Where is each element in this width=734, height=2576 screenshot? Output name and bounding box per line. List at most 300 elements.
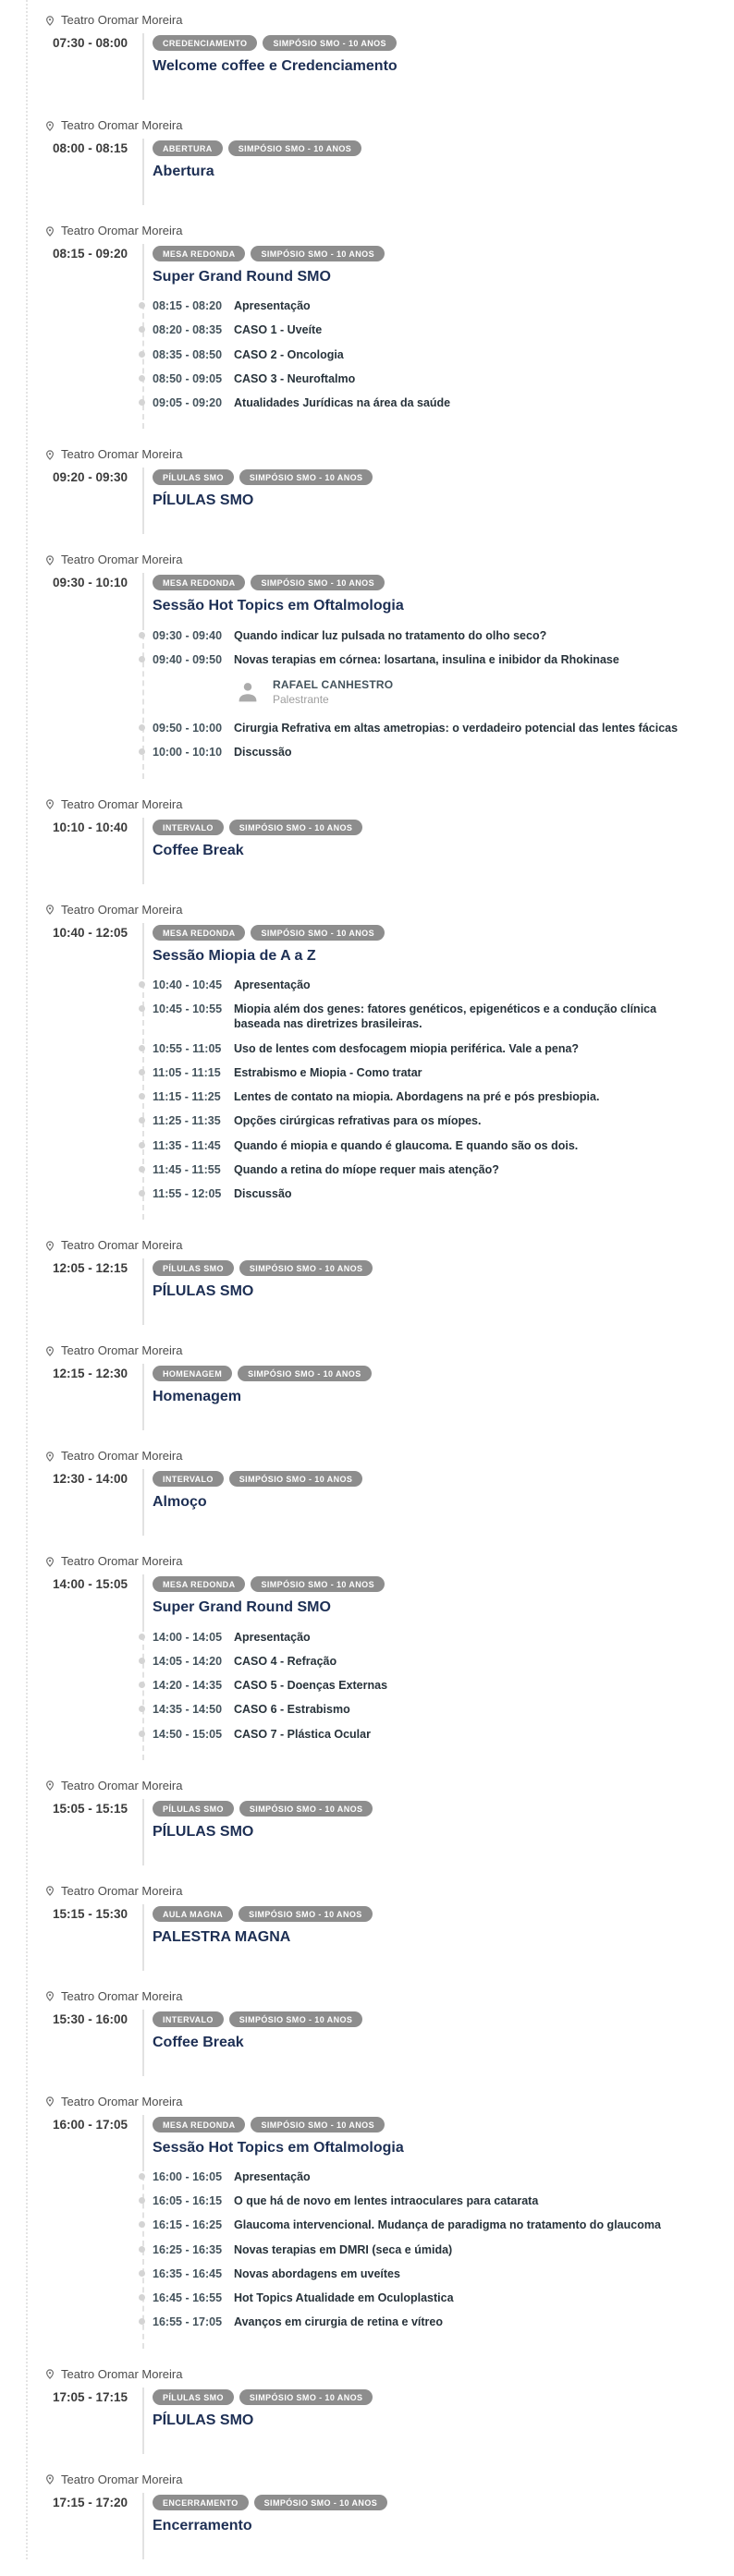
location-pin-icon [44,1989,55,2003]
badge: PÍLULAS SMO [153,2389,234,2405]
session-card[interactable] [44,2365,719,2454]
badge-list [153,246,719,261]
agenda-item-title: Estrabismo e Miopia - Como tratar [234,1065,422,1079]
agenda-item [144,2242,719,2257]
schedule-timeline [0,11,734,2559]
session-card[interactable] [44,1987,719,2076]
agenda-item-title: Avanços em cirurgia de retina e vítreo [234,2315,444,2329]
timeline-dot-icon [139,2318,145,2325]
session-location [44,1342,719,1360]
agenda-item-time: 14:50 - 15:05 [153,1727,223,1741]
timeline-dot-icon [139,2294,145,2301]
agenda-item-title: Opções cirúrgicas refrativas para os míopes. [234,1114,482,1128]
location-pin-icon [44,553,55,567]
badge-list [153,2117,719,2132]
session-location [44,796,719,814]
timeline-dot-icon [139,1117,145,1124]
timeline-dot-icon [139,2246,145,2253]
session-header [142,2115,719,2166]
session-time: 15:05 - 15:15 [53,1801,128,1816]
badge: PÍLULAS SMO [153,1801,234,1817]
badge: ENCERRAMENTO [153,2495,249,2510]
agenda-item-time: 10:00 - 10:10 [153,746,223,759]
badge: SIMPÓSIO SMO - 10 ANOS [229,1471,363,1487]
session-title: Sessão Miopia de A a Z [153,947,316,964]
badge: SIMPÓSIO SMO - 10 ANOS [239,2389,373,2405]
session-location [44,222,719,240]
badge: SIMPÓSIO SMO - 10 ANOS [251,575,385,590]
location-pin-icon [44,903,55,917]
session-time: 10:10 - 10:40 [53,820,128,834]
badge: SIMPÓSIO SMO - 10 ANOS [251,246,385,261]
session-location [44,116,719,135]
session-title: PÍLULAS SMO [153,492,254,509]
location-pin-icon [44,448,55,462]
session-location [44,2093,719,2111]
location-label: Teatro Oromar Moreira [61,2094,183,2108]
location-pin-icon [44,2367,55,2381]
agenda-item [144,2169,719,2184]
agenda-item [144,978,719,992]
session-time: 09:20 - 09:30 [53,470,128,485]
agenda-item-time: 08:20 - 08:35 [153,323,223,337]
location-label: Teatro Oromar Moreira [61,902,183,917]
agenda-item-time: 16:05 - 16:15 [153,2194,223,2208]
session-time: 07:30 - 08:00 [53,36,128,50]
agenda-item-title: Quando a retina do míope requer mais atenção? [234,1162,499,1176]
agenda-item-title: Glaucoma intervencional. Mudança de paradigma no tratamento do glaucoma [234,2218,661,2232]
session-card[interactable] [44,901,719,1221]
session-header [142,244,719,295]
badge: CREDENCIAMENTO [153,35,257,51]
agenda-item [144,1113,719,1128]
agenda-item-time: 09:05 - 09:20 [153,396,223,410]
badge: PÍLULAS SMO [153,1260,234,1276]
badge: SIMPÓSIO SMO - 10 ANOS [251,2117,385,2132]
badge-list [153,140,719,156]
session-time: 14:00 - 15:05 [53,1577,128,1592]
session-header [142,1258,719,1325]
session-title: PALESTRA MAGNA [153,1928,291,1945]
location-pin-icon [44,2095,55,2108]
session-card[interactable] [44,445,719,534]
session-title: Sessão Hot Topics em Oftalmologia [153,2139,404,2156]
session-card[interactable] [44,2471,719,2559]
agenda-item [144,1065,719,1080]
session-time: 12:05 - 12:15 [53,1261,128,1276]
badge-list [153,2011,719,2027]
agenda-item [144,721,719,735]
location-pin-icon [44,797,55,811]
session-header [142,2010,719,2076]
agenda-item-time: 16:25 - 16:35 [153,2242,223,2256]
session-title: Welcome coffee e Credenciamento [153,58,398,74]
timeline-dot-icon [139,1682,145,1688]
badge: INTERVALO [153,1471,224,1487]
agenda-item-time: 09:30 - 09:40 [153,628,223,642]
session-items [142,974,719,1221]
location-pin-icon [44,119,55,133]
location-pin-icon [44,1450,55,1464]
badge: SIMPÓSIO SMO - 10 ANOS [229,820,363,835]
session-time: 12:15 - 12:30 [53,1367,128,1381]
agenda-item-title: Quando indicar luz pulsada no tratamento do olho seco? [234,628,547,642]
agenda-item-title: Apresentação [234,2169,311,2183]
timeline-dot-icon [139,1142,145,1148]
agenda-item-title: O que há de novo em lentes intraoculares para catarata [234,2194,539,2208]
session-time: 15:15 - 15:30 [53,1906,128,1921]
agenda-item-time: 08:15 - 08:20 [153,299,223,313]
agenda-item-title: Discussão [234,746,292,759]
badge: SIMPÓSIO SMO - 10 ANOS [239,469,373,485]
session-time: 08:15 - 09:20 [53,247,128,261]
session-title: Encerramento [153,2517,252,2533]
session-title: Abertura [153,164,214,179]
agenda-item-time: 11:25 - 11:35 [153,1114,221,1128]
session-card[interactable] [44,1882,719,1971]
agenda-item-time: 16:45 - 16:55 [153,2291,223,2305]
timeline-dot-icon [139,1045,145,1051]
location-label: Teatro Oromar Moreira [61,1988,183,2003]
badge: SIMPÓSIO SMO - 10 ANOS [239,1801,373,1817]
session-title: Super Grand Round SMO [153,1599,331,1616]
timeline-dot-icon [139,2221,145,2228]
location-label: Teatro Oromar Moreira [61,553,183,567]
agenda-item-title: CASO 2 - Oncologia [234,347,344,361]
timeline-dot-icon [139,1731,145,1737]
agenda-item-title: Quando é miopia e quando é glaucoma. E quando são os dois. [234,1138,579,1152]
agenda-item-time: 16:35 - 16:45 [153,2266,223,2280]
session-items [142,2166,719,2349]
agenda-item [144,298,719,313]
agenda-item-time: 09:50 - 10:00 [153,722,223,735]
badge: PÍLULAS SMO [153,469,234,485]
session-card[interactable] [44,116,719,205]
badge: ABERTURA [153,140,223,156]
timeline-dot-icon [139,1069,145,1075]
badge-list [153,1260,719,1276]
session-location [44,1777,719,1795]
agenda-item [144,2315,719,2329]
session-title: Sessão Hot Topics em Oftalmologia [153,598,404,614]
agenda-item [144,2193,719,2208]
agenda-item [144,628,719,643]
agenda-item-title: CASO 7 - Plástica Ocular [234,1727,371,1741]
session-card[interactable] [44,1777,719,1865]
agenda-item-time: 16:00 - 16:05 [153,2169,223,2183]
session-location [44,1987,719,2006]
agenda-item-title: CASO 4 - Refração [234,1654,337,1668]
agenda-item-title: CASO 3 - Neuroftalmo [234,371,356,385]
agenda-item-time: 10:40 - 10:45 [153,978,223,991]
badge: SIMPÓSIO SMO - 10 ANOS [239,1260,373,1276]
timeline-dot-icon [139,1706,145,1712]
badge-list [153,469,719,485]
badge: SIMPÓSIO SMO - 10 ANOS [238,1366,372,1381]
session-time: 12:30 - 14:00 [53,1472,128,1487]
timeline-dot-icon [139,656,145,662]
agenda-item-title: Uso de lentes com desfocagem miopia periférica. Vale a pena? [234,1041,580,1055]
location-label: Teatro Oromar Moreira [61,1449,183,1464]
session-title: Coffee Break [153,2034,244,2050]
agenda-item-title: Novas terapias em córnea: losartana, insulina e inibidor da Rhokinase [234,652,619,666]
badge: MESA REDONDA [153,2117,245,2132]
location-label: Teatro Oromar Moreira [61,13,183,27]
badge: INTERVALO [153,820,224,835]
badge-list [153,35,719,51]
session-location [44,1882,719,1901]
badge: INTERVALO [153,2011,224,2027]
session-card[interactable] [44,796,719,884]
timeline-dot-icon [139,1166,145,1173]
timeline-dot-icon [139,2270,145,2277]
session-location [44,2365,719,2384]
session-location [44,901,719,919]
agenda-item-time: 11:15 - 11:25 [153,1090,221,1104]
timeline-dot-icon [139,1190,145,1197]
location-label: Teatro Oromar Moreira [61,1238,183,1253]
location-label: Teatro Oromar Moreira [61,118,183,132]
session-header [142,1574,719,1625]
badge: MESA REDONDA [153,1576,245,1592]
badge-list [153,925,719,941]
badge: SIMPÓSIO SMO - 10 ANOS [229,2011,363,2027]
timeline-dot-icon [139,1093,145,1100]
speaker-role: Palestrante [273,693,329,707]
timeline-dot-icon [139,399,145,406]
session-header [142,468,719,534]
session-header [142,2388,719,2454]
agenda-item-title: Discussão [234,1187,292,1201]
session-header [142,1364,719,1430]
badge-list [153,820,719,835]
session-header [142,1904,719,1971]
agenda-item [144,1162,719,1177]
agenda-item [144,745,719,759]
agenda-item [144,322,719,337]
badge: AULA MAGNA [153,1906,233,1922]
badge: SIMPÓSIO SMO - 10 ANOS [251,925,385,941]
session-items [142,295,719,429]
agenda-item-time: 11:55 - 12:05 [153,1187,222,1201]
timeline-dot-icon [139,981,145,988]
person-icon [234,678,262,706]
session-items [142,1626,719,1760]
agenda-item-title: Hot Topics Atualidade em Oculoplastica [234,2291,454,2305]
timeline-dot-icon [139,632,145,638]
location-pin-icon [44,225,55,238]
session-time: 16:00 - 17:05 [53,2117,128,2132]
location-label: Teatro Oromar Moreira [61,224,183,237]
agenda-item [144,1186,719,1201]
agenda-item-title: Atualidades Jurídicas na área da saúde [234,396,451,410]
session-title: Coffee Break [153,842,244,858]
badge: SIMPÓSIO SMO - 10 ANOS [228,140,362,156]
speaker-name: RAFAEL CANHESTRO [273,678,394,692]
agenda-item-title: Apresentação [234,1630,311,1644]
session-header [142,818,719,884]
agenda-item-title: Novas terapias em DMRI (seca e úmida) [234,2242,453,2256]
session-location [44,445,719,464]
badge: HOMENAGEM [153,1366,232,1381]
session-time: 17:15 - 17:20 [53,2495,128,2509]
timeline-dot-icon [139,2173,145,2180]
agenda-item-title: Lentes de contato na miopia. Abordagens na pré e pós presbiopia. [234,1090,600,1104]
session-card[interactable] [44,11,719,100]
location-pin-icon [44,14,55,28]
badge-list [153,1906,719,1922]
badge: SIMPÓSIO SMO - 10 ANOS [263,35,397,51]
agenda-item [144,1002,719,1032]
agenda-item-time: 11:05 - 11:15 [153,1065,221,1079]
badge-list [153,1576,719,1592]
agenda-item-time: 16:55 - 17:05 [153,2315,223,2329]
session-header [142,573,719,624]
location-pin-icon [44,1239,55,1253]
location-pin-icon [44,1779,55,1792]
timeline-dot-icon [139,748,145,755]
session-card[interactable] [44,1236,719,1325]
session-card[interactable] [44,2093,719,2349]
session-location [44,2471,719,2489]
speaker-block[interactable] [234,678,719,706]
timeline-dot-icon [139,351,145,358]
session-card[interactable] [44,1447,719,1536]
location-label: Teatro Oromar Moreira [61,796,183,811]
timeline-dot-icon [139,302,145,309]
agenda-item-title: Miopia além dos genes: fatores genéticos, epigenéticos e a condução clínica baseada nas diretrizes brasileiras. [234,1002,657,1031]
session-title: Almoço [153,1494,207,1511]
badge-list [153,2495,719,2510]
agenda-item-title: Apresentação [234,299,311,313]
agenda-item [144,1089,719,1104]
badge: MESA REDONDA [153,575,245,590]
timeline-dot-icon [139,1658,145,1664]
agenda-item [144,1654,719,1669]
session-title: Super Grand Round SMO [153,269,331,285]
badge-list [153,1471,719,1487]
agenda-item [144,2290,719,2305]
session-location [44,551,719,569]
agenda-item-title: CASO 6 - Estrabismo [234,1703,350,1717]
agenda-item [144,371,719,386]
agenda-item-time: 10:55 - 11:05 [153,1041,222,1055]
agenda-item-time: 10:45 - 10:55 [153,1002,223,1016]
session-title: PÍLULAS SMO [153,1283,254,1300]
agenda-item-time: 08:50 - 09:05 [153,371,223,385]
agenda-item [144,652,719,667]
badge-list [153,1366,719,1381]
agenda-item [144,1630,719,1645]
session-card[interactable] [44,1552,719,1759]
session-title: Homenagem [153,1389,242,1405]
agenda-item [144,1702,719,1717]
agenda-item [144,2266,719,2281]
location-label: Teatro Oromar Moreira [61,2366,183,2381]
session-header [142,923,719,974]
session-time: 15:30 - 16:00 [53,2011,128,2026]
session-header [142,1799,719,1865]
session-card[interactable] [44,1342,719,1430]
session-location [44,1552,719,1571]
timeline-dot-icon [139,375,145,382]
session-time: 08:00 - 08:15 [53,141,128,155]
timeline-dot-icon [139,1634,145,1640]
agenda-item-title: CASO 1 - Uveíte [234,323,323,337]
agenda-item-title: Novas abordagens em uveítes [234,2266,400,2280]
location-label: Teatro Oromar Moreira [61,1883,183,1898]
session-location [44,1236,719,1255]
location-pin-icon [44,1344,55,1358]
location-label: Teatro Oromar Moreira [61,1343,183,1358]
agenda-item-time: 14:20 - 14:35 [153,1679,223,1692]
badge: MESA REDONDA [153,246,245,261]
location-pin-icon [44,2473,55,2486]
agenda-item-time: 08:35 - 08:50 [153,347,223,361]
agenda-item-time: 11:45 - 11:55 [153,1162,221,1176]
agenda-item-title: Apresentação [234,978,311,991]
badge: SIMPÓSIO SMO - 10 ANOS [254,2495,388,2510]
session-card[interactable] [44,222,719,429]
location-label: Teatro Oromar Moreira [61,1778,183,1792]
agenda-item-time: 09:40 - 09:50 [153,652,223,666]
badge-list [153,1801,719,1817]
agenda-item [144,1138,719,1153]
timeline-dot-icon [139,1005,145,1012]
badge: MESA REDONDA [153,925,245,941]
session-title: PÍLULAS SMO [153,2412,254,2428]
location-label: Teatro Oromar Moreira [61,2472,183,2486]
location-label: Teatro Oromar Moreira [61,1554,183,1569]
session-header [142,139,719,205]
session-location [44,1447,719,1465]
agenda-item-time: 11:35 - 11:45 [153,1138,221,1152]
session-items [142,625,719,779]
agenda-item [144,1678,719,1693]
session-time: 09:30 - 10:10 [53,576,128,590]
session-card[interactable] [44,551,719,778]
session-time: 17:05 - 17:15 [53,2389,128,2404]
badge: SIMPÓSIO SMO - 10 ANOS [239,1906,373,1922]
agenda-item-title: Cirurgia Refrativa em altas ametropias: o verdadeiro potencial das lentes fácicas [234,722,679,735]
timeline-dot-icon [139,2197,145,2204]
agenda-item [144,347,719,362]
location-label: Teatro Oromar Moreira [61,447,183,462]
badge-list [153,575,719,590]
badge: SIMPÓSIO SMO - 10 ANOS [251,1576,385,1592]
badge-list [153,2389,719,2405]
session-title: PÍLULAS SMO [153,1823,254,1840]
agenda-item-time: 14:35 - 14:50 [153,1703,223,1717]
location-pin-icon [44,1555,55,1569]
agenda-item-time: 14:05 - 14:20 [153,1654,223,1668]
agenda-item-title: CASO 5 - Doenças Externas [234,1679,388,1692]
speaker-meta [273,678,393,706]
agenda-item [144,1727,719,1742]
session-location [44,11,719,30]
agenda-item [144,395,719,410]
location-pin-icon [44,1884,55,1898]
session-time: 10:40 - 12:05 [53,925,128,940]
timeline-dot-icon [139,326,145,333]
timeline-dot-icon [139,724,145,731]
agenda-item-time: 16:15 - 16:25 [153,2218,223,2232]
session-header [142,2493,719,2559]
session-header [142,1469,719,1536]
session-header [142,33,719,100]
agenda-item [144,1041,719,1056]
agenda-item-time: 14:00 - 14:05 [153,1630,223,1644]
